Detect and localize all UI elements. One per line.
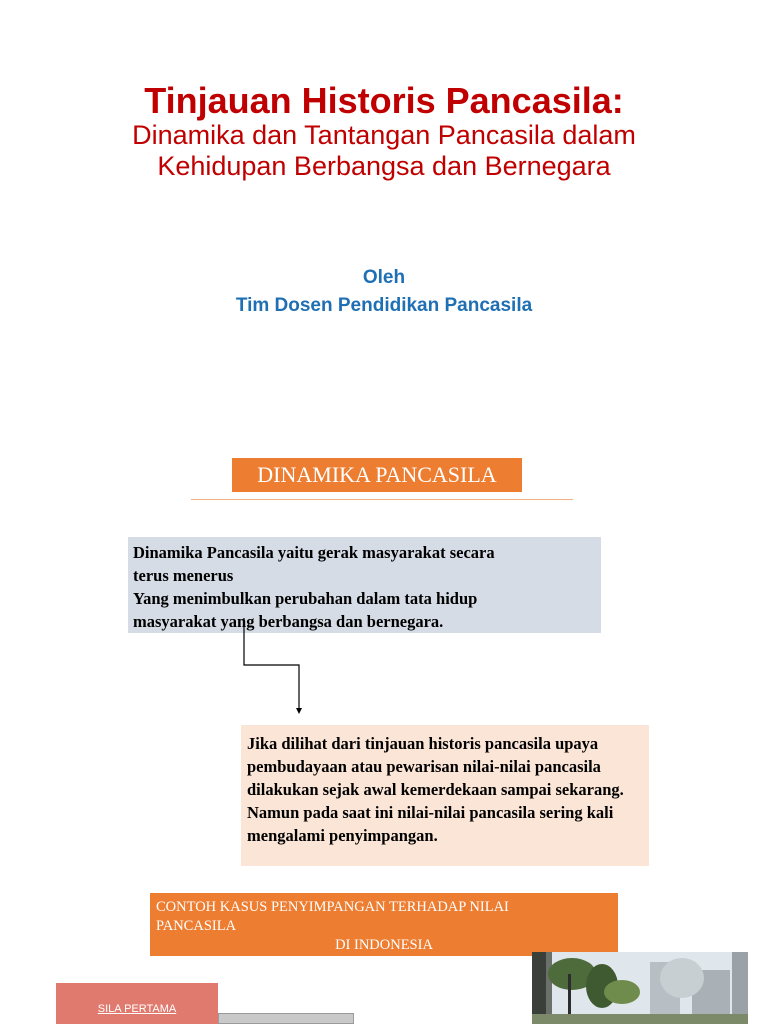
author-prefix: Oleh <box>362 267 406 288</box>
street-photo-image-icon <box>532 952 748 1024</box>
case-banner-line-2: PANCASILA <box>156 918 237 934</box>
page-subtitle <box>0 120 768 182</box>
sila-pertama-label: SILA PERTAMA <box>56 983 218 1024</box>
elbow-connector-arrow-icon <box>238 618 308 718</box>
street-photo <box>532 952 748 1024</box>
definition-line-4: masyarakat yang berbangsa dan bernegara. <box>133 612 444 631</box>
section-divider <box>191 499 573 500</box>
case-banner-line-3: DI INDONESIA <box>335 937 433 953</box>
case-banner-line-1: CONTOH KASUS PENYIMPANGAN TERHADAP NILAI <box>156 899 509 915</box>
definition-line-1: Dinamika Pancasila yaitu gerak masyarakat secara <box>133 543 495 562</box>
definition-line-2: terus menerus <box>133 566 234 585</box>
subtitle-line-1: Dinamika dan Tantangan Pancasila dalam <box>132 120 636 150</box>
author-block <box>0 264 768 320</box>
section-heading: DINAMIKA PANCASILA <box>232 458 522 492</box>
gray-card-edge <box>218 1013 354 1024</box>
history-box: Jika dilihat dari tinjauan historis pancasila upaya pembudayaan atau pewarisan nilai-nilai pancasila dilakukan sejak awal kemerdekaan sampai sekarang. Namun pada saat ini nilai-nilai pancasila sering kali mengalami penyimpangan. <box>241 725 649 866</box>
author-name: Tim Dosen Pendidikan Pancasila <box>235 295 533 316</box>
case-banner <box>150 893 618 956</box>
definition-line-3: Yang menimbulkan perubahan dalam tata hidup <box>133 589 478 608</box>
definition-box <box>128 537 601 633</box>
page-title: Tinjauan Historis Pancasila: <box>144 80 624 121</box>
subtitle-line-2: Kehidupan Berbangsa dan Bernegara <box>157 151 611 181</box>
